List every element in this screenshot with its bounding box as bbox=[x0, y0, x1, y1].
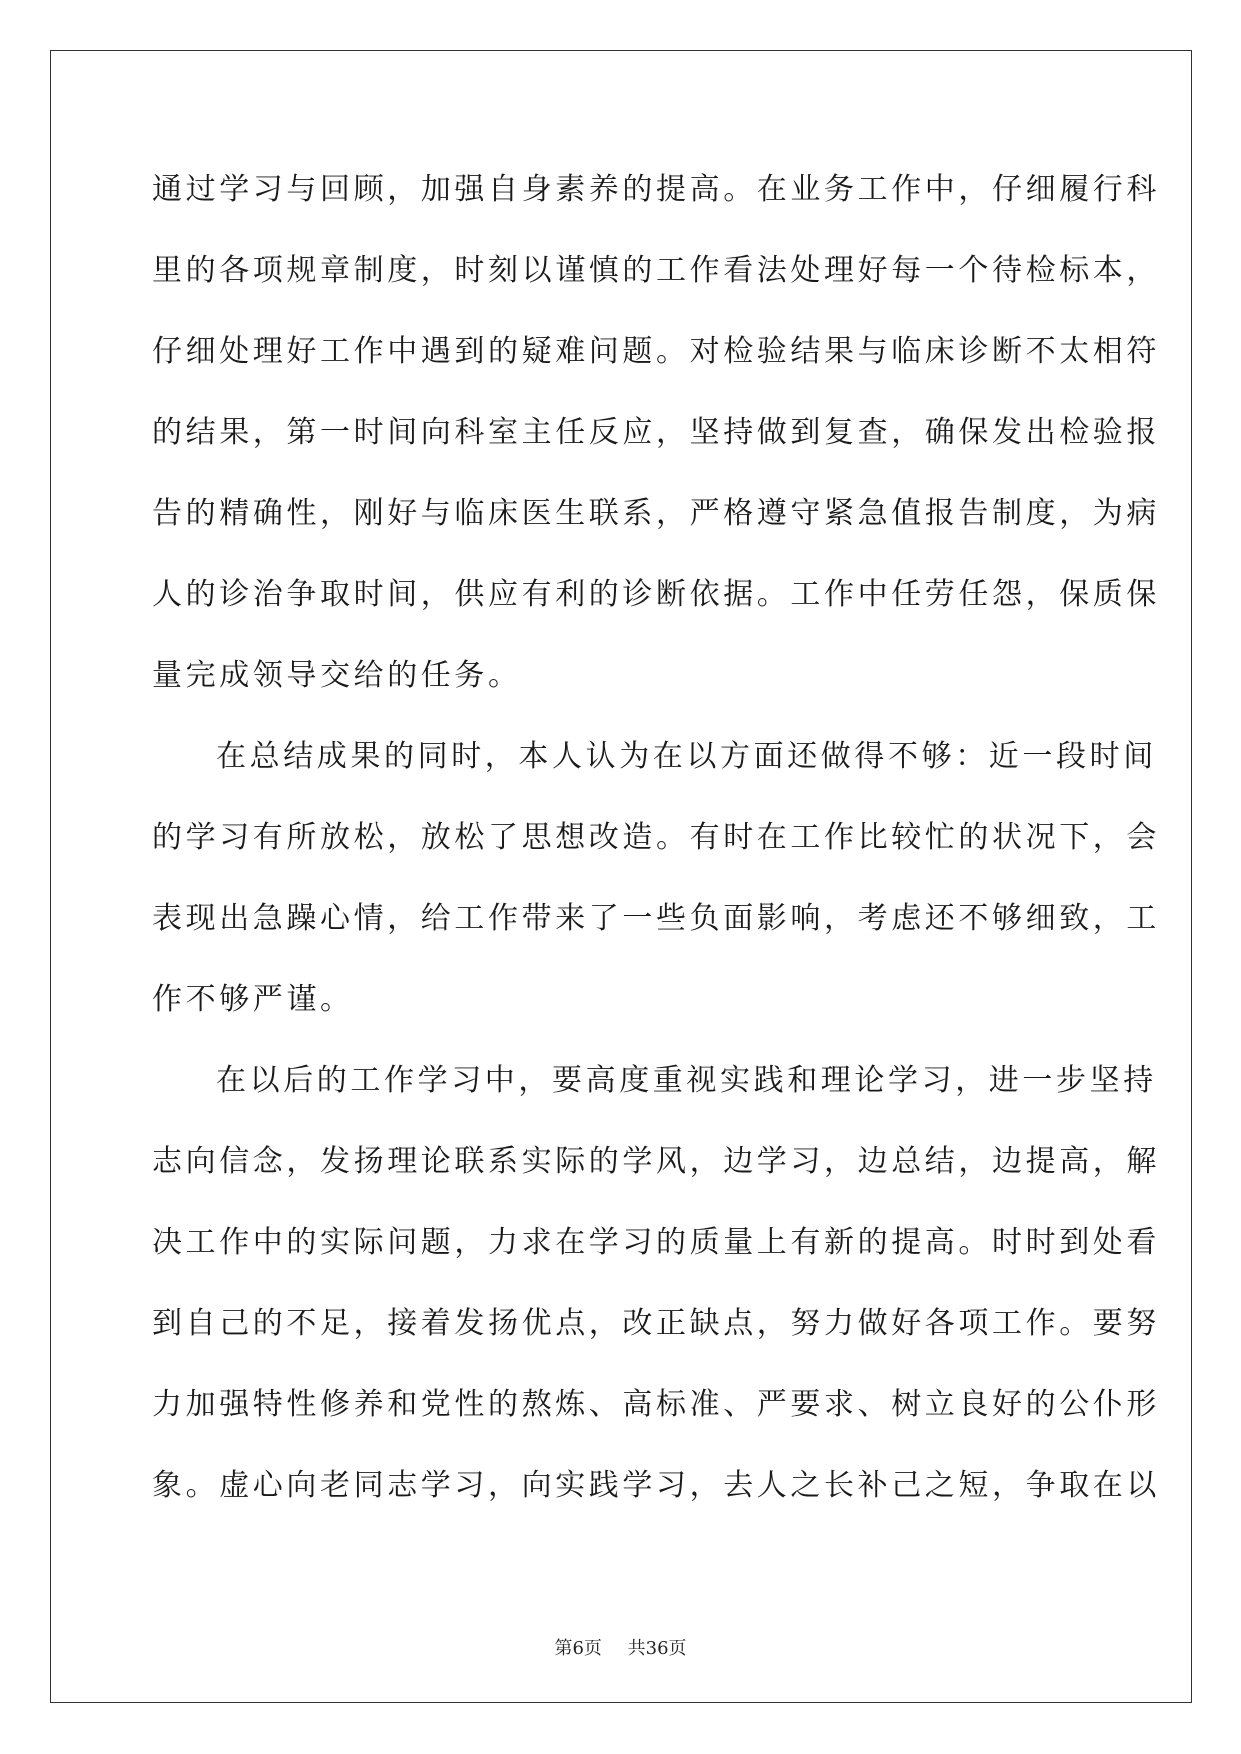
text-line: 的学习有所放松，放松了思想改造。有时在工作比较忙的状况下，会 bbox=[152, 820, 1160, 855]
text-line: 通过学习与回顾，加强自身素养的提高。在业务工作中，仔细履行科 bbox=[152, 172, 1160, 207]
text-line: 仔细处理好工作中遇到的疑难问题。对检验结果与临床诊断不太相符 bbox=[152, 334, 1160, 369]
text-line: 表现出急躁心情，给工作带来了一些负面影响，考虑还不够细致，工 bbox=[152, 901, 1160, 936]
text-line: 的结果，第一时间向科室主任反应，坚持做到复查，确保发出检验报 bbox=[152, 415, 1160, 450]
paragraph-start-line: 在以后的工作学习中，要高度重视实践和理论学习，进一步坚持 bbox=[216, 1063, 1157, 1098]
text-line: 作不够严谨。 bbox=[152, 982, 354, 1017]
page-number-current: 第6页 bbox=[554, 1638, 602, 1659]
paragraph-start-line: 在总结成果的同时，本人认为在以方面还做得不够：近一段时间 bbox=[216, 739, 1157, 774]
text-line: 人的诊治争取时间，供应有利的诊断依据。工作中任劳任怨，保质保 bbox=[152, 577, 1160, 612]
page-footer bbox=[0, 1634, 1241, 1660]
text-line: 告的精确性，刚好与临床医生联系，严格遵守紧急值报告制度，为病 bbox=[152, 496, 1160, 531]
text-line: 到自己的不足，接着发扬优点，改正缺点，努力做好各项工作。要努 bbox=[152, 1306, 1160, 1341]
page-number-total: 共36页 bbox=[627, 1638, 687, 1659]
text-line: 力加强特性修养和党性的熬炼、高标准、严要求、树立良好的公仆形 bbox=[152, 1387, 1160, 1422]
text-line: 里的各项规章制度，时刻以谨慎的工作看法处理好每一个待检标本， bbox=[152, 253, 1160, 288]
text-line: 象。虚心向老同志学习，向实践学习，去人之长补己之短，争取在以 bbox=[152, 1468, 1160, 1503]
text-line: 量完成领导交给的任务。 bbox=[152, 658, 522, 693]
document-body bbox=[152, 165, 1160, 1542]
text-line: 志向信念，发扬理论联系实际的学风，边学习，边总结，边提高，解 bbox=[152, 1144, 1160, 1179]
text-line: 决工作中的实际问题，力求在学习的质量上有新的提高。时时到处看 bbox=[152, 1225, 1160, 1260]
